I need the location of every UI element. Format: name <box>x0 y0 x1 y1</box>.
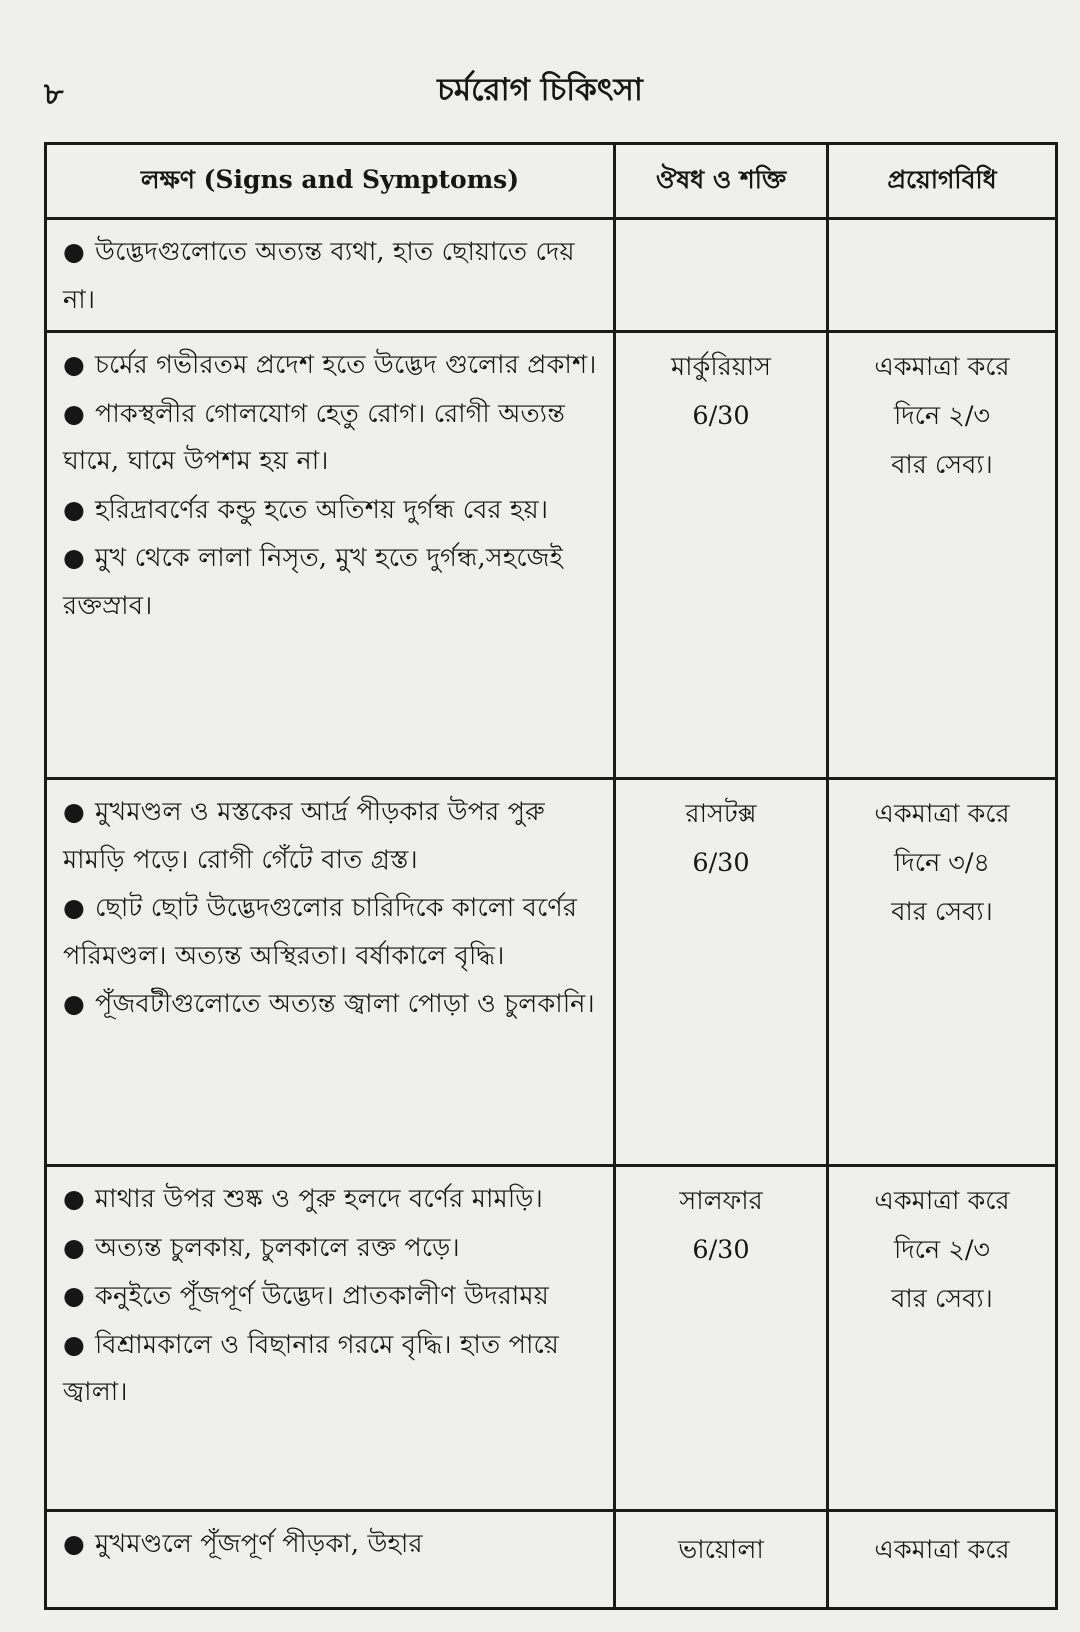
symptom-text: পাকস্থলীর গোলযোগ হেতু রোগ। রোগী অত্যন্ত ঘামে, ঘামে উপশম হয় না। <box>63 398 566 476</box>
dosage-line: দিনে ৩/৪ <box>894 848 990 878</box>
symptoms-cell <box>46 779 615 1166</box>
dosage-line: বার সেব্য। <box>891 1284 993 1314</box>
symptom-item <box>63 884 605 980</box>
dosage-line: বার সেব্য। <box>891 450 993 480</box>
bullet-icon: ● <box>63 494 86 524</box>
remedy-table <box>44 142 1058 1610</box>
remedy-name: ভায়োলা <box>678 1535 764 1565</box>
running-title: চর্মরোগ চিকিৎসা <box>437 72 643 108</box>
symptom-text: বিশ্রামকালে ও বিছানার গরমে বৃদ্ধি। হাত পায়ে জ্বালা। <box>63 1329 560 1407</box>
bullet-icon: ● <box>63 797 86 826</box>
symptom-text: মুখমণ্ডল ও মস্তকের আর্দ্র পীড়কার উপর পুরু মামড়ি পড়ে। রোগী গেঁটে বাত গ্রস্ত। <box>63 797 545 875</box>
bullet-icon: ● <box>63 1184 86 1213</box>
symptom-text: কনুইতে পূঁজপূর্ণ উদ্ভেদ। প্রাতকালীণ উদরাময় <box>95 1281 549 1311</box>
remedy-cell <box>615 219 828 332</box>
table-row <box>46 1166 1057 1511</box>
dosage-line: একমাত্রা করে <box>874 352 1010 382</box>
bullet-icon: ● <box>63 1529 86 1558</box>
remedy-cell <box>615 1166 828 1511</box>
symptom-item <box>63 1520 605 1569</box>
dosage-line: একমাত্রা করে <box>874 1535 1010 1565</box>
remedy-cell <box>615 779 828 1166</box>
bullet-icon: ● <box>63 543 86 572</box>
column-header-dosage: প্রয়োগবিধি <box>828 144 1057 219</box>
symptom-item <box>63 1321 605 1417</box>
remedy-name: মার্কুরিয়াস <box>671 352 771 382</box>
remedy-name: রাসটক্স <box>685 799 757 829</box>
symptoms-cell <box>46 332 615 779</box>
remedy-potency: 6/30 <box>692 401 750 431</box>
remedy-potency: 6/30 <box>692 848 750 878</box>
bullet-icon: ● <box>63 893 86 922</box>
bullet-icon: ● <box>63 1232 86 1262</box>
bullet-icon: ● <box>63 350 86 379</box>
column-header-symptoms: লক্ষণ (Signs and Symptoms) <box>46 144 615 219</box>
symptoms-cell <box>46 1166 615 1511</box>
symptoms-cell <box>46 219 615 332</box>
dosage-line: একমাত্রা করে <box>874 799 1010 829</box>
symptom-item <box>63 486 605 535</box>
dosage-cell <box>828 219 1057 332</box>
symptom-item <box>63 1224 605 1273</box>
column-header-remedy: ঔষধ ও শক্তি <box>615 144 828 219</box>
table-row <box>46 779 1057 1166</box>
symptom-text: মুখ থেকে লালা নিসৃত, মুখ হতে দুর্গন্ধ,সহজেই রক্তস্রাব। <box>63 543 564 621</box>
symptom-text: মুখমণ্ডলে পূঁজপূর্ণ পীড়কা, উহার <box>95 1529 423 1559</box>
dosage-line: বার সেব্য। <box>891 897 993 927</box>
symptom-item <box>63 1175 605 1224</box>
page-number: ৮ <box>44 77 64 112</box>
bullet-icon: ● <box>63 989 86 1018</box>
table-row <box>46 1511 1057 1609</box>
remedy-cell <box>615 1511 828 1609</box>
remedy-potency: 6/30 <box>692 1235 750 1265</box>
symptom-text: চর্মের গভীরতম প্রদেশ হতে উদ্ভেদ গুলোর প্রকাশ। <box>95 350 597 380</box>
symptom-item <box>63 1272 605 1321</box>
remedy-cell <box>615 332 828 779</box>
bullet-icon: ● <box>63 1281 86 1310</box>
dosage-cell <box>828 332 1057 779</box>
bullet-icon: ● <box>63 1329 86 1359</box>
symptom-text: মাথার উপর শুষ্ক ও পুরু হলদে বর্ণের মামড়ি। <box>95 1184 543 1214</box>
remedy-name: সালফার <box>679 1186 763 1216</box>
symptom-item <box>63 980 605 1029</box>
symptom-item <box>63 390 605 486</box>
table-row <box>46 219 1057 332</box>
dosage-line: একমাত্রা করে <box>874 1186 1010 1216</box>
table-body <box>46 219 1057 1609</box>
symptom-item <box>63 534 605 630</box>
symptoms-cell <box>46 1511 615 1609</box>
symptom-text: পূঁজবটীগুলোতে অত্যন্ত জ্বালা পোড়া ও চুলকানি। <box>95 989 595 1019</box>
dosage-cell <box>828 1511 1057 1609</box>
dosage-line: দিনে ২/৩ <box>893 401 991 431</box>
symptom-text: ছোট ছোট উদ্ভেদগুলোর চারিদিকে কালো বর্ণের পরিমণ্ডল। অত্যন্ত অস্থিরতা। বর্ষাকালে বৃদ্ধি। <box>63 893 578 971</box>
bullet-icon: ● <box>63 237 86 266</box>
dosage-cell <box>828 779 1057 1166</box>
table-header-row <box>46 144 1057 219</box>
table-row <box>46 332 1057 779</box>
symptom-text: উদ্ভেদগুলোতে অত্যন্ত ব্যথা, হাত ছোয়াতে দেয় না। <box>63 237 575 315</box>
symptom-item <box>63 788 605 884</box>
symptom-item <box>63 228 605 324</box>
symptom-text: অত্যন্ত চুলকায়, চুলকালে রক্ত পড়ে। <box>95 1232 460 1263</box>
symptom-item <box>63 341 605 390</box>
dosage-cell <box>828 1166 1057 1511</box>
dosage-line: দিনে ২/৩ <box>893 1235 991 1265</box>
bullet-icon: ● <box>63 398 86 428</box>
symptom-text: হরিদ্রাবর্ণের কন্ডু হতে অতিশয় দুর্গন্ধ বের হয়। <box>95 494 549 525</box>
